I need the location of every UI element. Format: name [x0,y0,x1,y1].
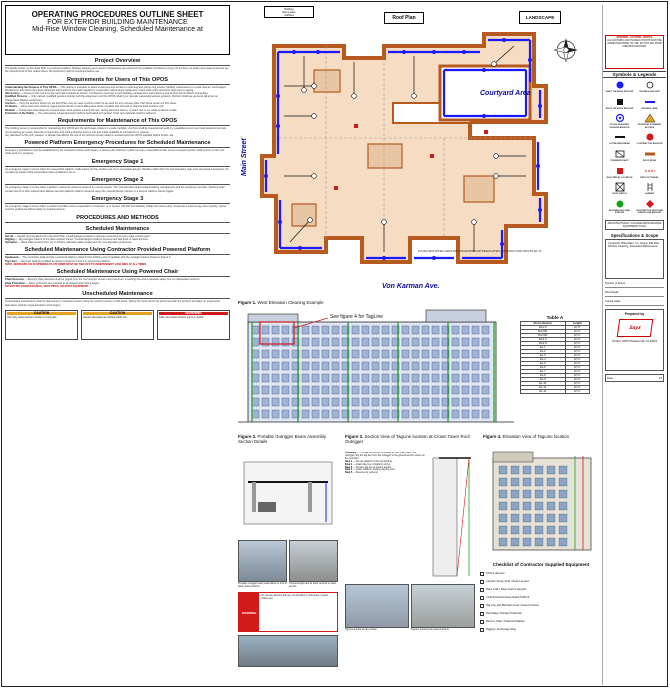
table-a-caption: Table A [546,316,564,321]
photo-tower-2 [411,584,475,628]
table-cell: 22'-0" [565,358,589,362]
date-value: 13 [658,375,662,380]
equipment-checklist [480,562,602,682]
legend-item: PATH OF TRAVEL [635,166,664,180]
figure-4-title: Elevation View of TagLine location [502,434,570,439]
figure-1-elevation [238,308,514,428]
roof-anchor-icon [614,97,626,107]
table-cell: 22'-0" [565,382,589,386]
legend-item: RIGGING LANE [635,97,664,111]
table-a [520,316,590,394]
requirements-users-text: Understanding the Purpose of This OPOS — This outline is intended to assist employers and workers in planning and performing exterior building maintenance in a safe manner. Anchorages identified on this sheet have been designed and tested for the loads applied by suspended maintenance equipment. Users shall verify all anchor tags prior to rigging. Site Access — Access to the roof is by the roof hatch located as shown. Contractors must sign in with building management and receive a roof access permit before proceeding. Qualified Persons — Only trained, qualified persons familiar with the equipment and this OPOS shall rig or operate suspended access systems. Workers shall use personal fall arrest on independent lifelines at all times. Anchors — Only the anchors shown on the Roof Plan may be used. Anchors shall not be used for any purpose other than those shown on this sheet. Tie Backs — All tie back lines shall be rigged perpendicular to the building face where possible and secured to rated tie back anchors only. Weather — Suspended work shall not proceed when wind speeds exceed 25 mph, during electrical storms, or when rain or ice make surfaces unsafe. Protection of the Public — The area below suspended work shall be barricaded and posted. Tools and materials shall be tethered. [5,85,226,115]
powered-platform-text: Emergency procedures must be established by the contractor before work begins. A rescue plan shall be in place for every suspended worker and a competent person shall remain on the roof while work is in progress. [5,149,224,156]
table-row [521,390,590,394]
table-cell: 22'-0" [565,326,589,330]
checklist-items [480,572,602,632]
table-cell: Roof A [521,326,566,330]
table-cell: EL-8 [521,374,566,378]
doc-scope: Mid-Rise Window Cleaning, Scheduled Maintenance at [32,26,203,33]
powered-access-icon [644,113,656,123]
table-cell: Roof C [521,338,566,342]
table-cell: 22'-0" [565,378,589,382]
building-footprint [262,34,546,262]
document-sheet [1,1,668,687]
table-cell: EL-2 [521,350,566,354]
legend-item: DAVIT TIE BACK ANCHOR [605,80,634,94]
date-row [605,374,664,382]
checkbox[interactable] [480,628,484,632]
roof-hatch-icon [614,182,626,192]
checklist-item [480,620,602,624]
table-cell: EL-9 [521,378,566,382]
legend-item: ROOF TIE BACK ANCHOR [605,97,634,111]
section-overview: Project Overview [5,58,230,66]
contractor-powered-text: Equipment — The contractor shall provide a powered platform rated for the building and compatible with the outrigger beams shown in Figure 2. Tag Lines — Tag lines shall be installed as shown in Figures 3 and 4 to control the platform. NOTE: WORKERS ON SUSPENDED PLATFORMS MUST BE TIED OFF TO INDEPENDENT LIFELINES AT ALL TIMES. [5,256,172,267]
checklist-item-label: Rope Grab / Rope Grab & Lanyard [486,587,527,591]
warning-notice [605,35,664,69]
legend-item: CONTRACTOR SUPPLIED SINGLE-USE ANCHOR [635,199,664,215]
ladder-icon [644,182,656,192]
figure-3-panel: Assembly — The tag line anchor is located at the crown tower roof outrigger. Rig the tag line from the outrigger to the ground anchor shown on the roof plan. Step 1 — Set the platform at the top landing. Step 2 — Attach tag line to platform stirrup. Step 3 — Tension tag line at ground anchor. Step 4 — Lower platform, keeping tag line taut. Step 5 — Reverse for retrieval. Tag line anchor at top of tower. Tag line tensioned at ground anchor. [345,452,475,676]
checkbox[interactable] [480,604,484,608]
table-cell: Roof D [521,342,566,346]
table-cell: 22'-0" [565,342,589,346]
legend-item: EXTERIOR POWERED ACCESS [635,113,664,129]
section-powered-chair: Scheduled Maintenance Using Powered Chair [5,269,230,277]
warning-notice-title: WARNING - CAUTION - NOTICE [616,36,653,39]
section-stage-1: Emergency Stage 1 [5,159,230,167]
table-cell: EL-5 [521,362,566,366]
checklist-item [480,580,602,584]
checkbox[interactable] [480,588,484,592]
rigging-lane-icon [644,97,656,107]
checklist-item-label: Tag Line with Manhole Cover / Rope Protector [486,603,540,607]
field-floors: Number of Floors [605,280,664,288]
table-cell: 22'-0" [565,334,589,338]
figure-4-number: Figure 4. [483,434,502,439]
checklist-item [480,572,602,576]
outrigger-beam-icon [614,132,626,142]
section-powered-platform: Powered Platform Emergency Procedures for Scheduled Maintenance [5,140,230,148]
powered-davit-icon [614,149,626,159]
stage-1-text: An emergency stage 1 occurs when the suspended platform malfunctions but the workers are not in immediate danger. Workers shall notify the roof attendant, stop work and await instructions. Do not attempt repairs while suspended unless qualified to do so. [5,167,229,175]
table-cell: EL-6 [521,366,566,370]
section-scheduled: Scheduled Maintenance [5,226,230,234]
legend-grid [603,78,666,217]
figure-2-caption [238,434,338,444]
prepared-by-label: Prepared by [624,311,645,316]
caution-header: CAUTION [7,312,76,315]
table-cell: EL-3 [521,354,566,358]
section-stage-2: Emergency Stage 2 [5,177,230,185]
landscape-label: LANDSCAPE [519,11,561,24]
checklist-item [480,628,602,632]
table-cell: 22'-0" [565,330,589,334]
powered-chair-text: Chair Descents — Bosun's chair descents shall be rigged from the roof anchors shown using two lines: a working line and a separate safety line on independent anchors. Edge Protection — Rope protectors are required at all parapet and coping edges. DO NOT RIG FROM RAILINGS, VENT PIPES, OR ROOF EQUIPMENT. [5,278,201,288]
company-address: PO Box 10087 Pleasant Hill, CA 94523 [612,339,657,343]
table-cell: 22'-0" [565,370,589,374]
date-label: Date [607,375,613,380]
checklist-item-label: Lanyard / Rope Grab / Rope Lanyard [486,579,529,583]
section-requirements-users: Requirements for Users of This OPOS [5,77,230,85]
section-procedures: PROCEDURES AND METHODS [5,215,230,223]
figure-3-title: Section View of TagLine location at Crown Tower Roof Outrigger [345,434,470,444]
unscheduled-text: Unscheduled maintenance shall be planned by a competent person using the anchors shown on this sheet. Where the work cannot be performed with the anchors provided, an engineered alternative shall be prepared before work begins. [5,300,220,307]
figure-2-panel: Portable outrigger beam assembled on roof at davit socket location. Counterweight and tie back secured to rated anchor. WARNING Do not use anchors that are not identified on this sheet. Inspect before use. [238,452,338,676]
building-name-box: Building Name Here Address [264,6,314,18]
photo-tower-1 [345,584,409,628]
figure-4-caption [483,434,601,439]
table-cell: EL-11 [521,386,566,390]
table-cell: EL-10 [521,382,566,386]
davit-anchor-icon [614,80,626,90]
checklist-item [480,596,602,600]
table-cell: 22'-0" [565,346,589,350]
stage-2-text: An emergency stage 2 occurs when a platform cannot be raised or lowered by normal means. The roof attendant shall contact building management and the equipment provider. Workers shall remain tied off to their independent lifelines and the platform shall be retrieved using the manual descent device or a second platform where rigged. [5,186,225,193]
caution-header: CAUTION [83,312,152,315]
spec-text: Contractor: Bldg Maint. Co. Scope: Mid-Rise Window Cleaning, Scheduled Maintenance [605,239,664,279]
ground-anchor-icon [614,113,626,123]
caution-card: CAUTION Inspect all equipment before each use. [81,310,154,340]
figure-1-title: West Elevation Cleaning Example [257,300,324,305]
warning-card: WARNING Falls can cause serious injury or death. [157,310,230,340]
stage-3-text: An emergency stage 3 occurs when a worker has fallen and is suspended in a harness, or is injured. Call 911 immediately. Initiate the rescue plan. Suspension trauma may occur quickly; rescue must be performed without delay by trained persons. [5,204,227,212]
checklist-title: Checklist of Contractor Supplied Equipment [492,562,590,567]
tie-back-icon [644,80,656,90]
legend-item: FLUSH MOUNTED GROUND ANCHOR [605,113,634,129]
main-street-label: Main Street [241,138,248,176]
plan-info-box: ARCHITECTURAL / FACADE MAINTENANCE EQUIPMENT PLAN [605,220,664,230]
spec-title: Specifications & Scope [610,232,659,238]
company-logo: Sayx [616,319,653,337]
figure-1-number: Figure 1. [238,300,257,305]
section-contractor-powered: Scheduled Maintenance Using Contractor Provided Powered Platform [5,247,230,255]
figure-4-elevation [483,448,601,556]
overview-text: The facility shown on this Roof Plan is a mid-rise building. Window cleaning and exterior maintenance are performed by qualified contractors using roof anchors, tie backs and powered access per the requirements of this outline sheet. All equipment must be inspected before use. [5,67,229,74]
roof-edge-icon [644,149,656,159]
roof-plan-drawing [234,26,600,294]
figure-3-caption [345,434,475,444]
warning-header: WARNING [159,312,228,315]
checklist-item-label: Bosun's Chair / Powered Platform [486,619,525,623]
tagline-section-drawing [429,452,475,580]
photo-outrigger-1 [238,540,287,582]
contractor-anchor-icon [644,132,656,142]
table-a-body [521,326,590,394]
field-typical-glass: Typical Glass [605,298,664,306]
warning-sign-label: WARNING [239,593,259,631]
table-a-header: Roof reference [521,322,566,326]
legend-item: OUTRIGGER BEAM [605,132,634,146]
checklist-item-label: Roof Edge / Parapet Protection [486,611,522,615]
doc-subtitle: FOR EXTERIOR BUILDING MAINTENANCE [47,19,188,26]
figure-2-number: Figure 2. [238,434,257,439]
checkbox[interactable] [480,580,484,584]
checklist-item-label: Rigging / Anchorage Sling [486,627,516,631]
holding-station-icon [614,199,626,209]
figure-1-caption [238,300,324,305]
table-cell: EL-1 [521,346,566,350]
warning-sign: WARNING Do not use anchors that are not identified on this sheet. Inspect before use. [238,592,338,632]
checklist-item [480,588,602,592]
path-of-travel-icon [644,166,656,176]
table-cell: 22'-0" [565,354,589,358]
section-unscheduled: Unscheduled Maintenance [5,291,230,299]
legend-item: LADDER [635,182,664,196]
checkbox[interactable] [480,620,484,624]
doc-title: OPERATING PROCEDURES OUTLINE SHEET [31,10,204,19]
caution-card: CAUTION Use only rated anchors shown on roof plan. [5,310,78,340]
requirements-maintenance-text: The building owner is responsible for maintaining this OPOS and the anchorage system in a safe condition. Anchors shall be inspected annually by a qualified person and load tested at intervals not exceeding ten years. Records of inspection and testing shall be kept on site and made available to contractors on request. Any alteration to the roof, parapet, or facade that affects the use of the anchors shown shall be reviewed and the OPOS updated before further use. [5,127,227,137]
legend-item: ROOF HATCH [605,182,634,196]
scheduled-text: Set Up — Identify drop locations from the Roof Plan. Install parapet protection and rope protectors at every edge contact point. Rigging — Rig outrigger beams to the davit sockets shown. Counterweights shall be secured and tied back to rated anchors. Operation — Work shall proceed from top to bottom. Maintain radio contact with the roof attendant at all times. [5,234,151,245]
table-cell: EL-4 [521,358,566,362]
legend-column [602,5,666,685]
section-stage-3: Emergency Stage 3 [5,196,230,204]
warning-notice-text: ALL ANCHORS AND TIE BACK POINTS MUST BE INSPECTED PRIOR TO USE. DO NOT RIG FROM UNRATED ANCHORS. [607,38,662,48]
table-cell: EL-12 [521,390,566,394]
caution-signs [5,310,230,340]
table-cell: 22'-0" [565,386,589,390]
checkbox[interactable] [480,572,484,576]
table-cell: 22'-0" [565,338,589,342]
title-block [5,5,230,55]
left-column [5,5,230,685]
table-a-header: Length [565,322,589,326]
anchor-note: FLUSH MOUNTED GROUND ANCHORS FOR REGULATED ROOFING FOR OPOTS EL 17 [418,249,542,253]
photo-outrigger-2 [289,540,338,582]
table-cell: 22'-0" [565,374,589,378]
section-requirements-maintenance: Requirements for Maintenance of This OPOS [5,118,230,126]
photo-roof-edge [238,635,338,667]
electrical-icon [614,166,626,176]
figure-1-callout: See figure 4 for TagLine [330,314,384,320]
table-cell: Roof B1 [521,330,566,334]
prepared-by-box [605,309,664,371]
legend-item: POWERED DAVIT [605,149,634,163]
legend-item: ROOF EDGE [635,149,664,163]
legend-title: Symbols & Legends [603,71,666,78]
table-cell: 22'-0" [565,390,589,394]
checklist-item [480,604,602,608]
checklist-item-label: 3 Fall Protection Rope Rated 5,000 lb [486,595,530,599]
legend-item: TIE BACK ANCHOR [635,80,664,94]
legend-item: CONTRACTOR ANCHOR [635,132,664,146]
table-cell: 22'-0" [565,362,589,366]
roof-plan-header: Roof Plan [384,12,424,24]
field-roof-height: Roof Height [605,289,664,297]
checkbox[interactable] [480,596,484,600]
von-karman-label: Von Karman Ave. [382,283,440,290]
checklist-item [480,612,602,616]
checkbox[interactable] [480,612,484,616]
table-cell: 22'-0" [565,350,589,354]
outrigger-drawing [238,452,338,532]
checklist-item-label: 5-Point Harness [486,571,505,575]
legend-item: ELECTRICAL LOCATION [605,166,634,180]
courtyard-label: Courtyard Area [480,90,531,97]
single-use-anchor-icon [644,199,656,209]
table-cell: Roof B2 [521,334,566,338]
figure-2-title: Portable Outrigger Beam Assembly Section Details [238,434,327,444]
legend-item: SECURED HOLDING STATION [605,199,634,215]
table-cell: 22'-0" [565,366,589,370]
north-arrow-icon [554,38,578,62]
figure-3-number: Figure 3. [345,434,364,439]
table-cell: EL-7 [521,370,566,374]
